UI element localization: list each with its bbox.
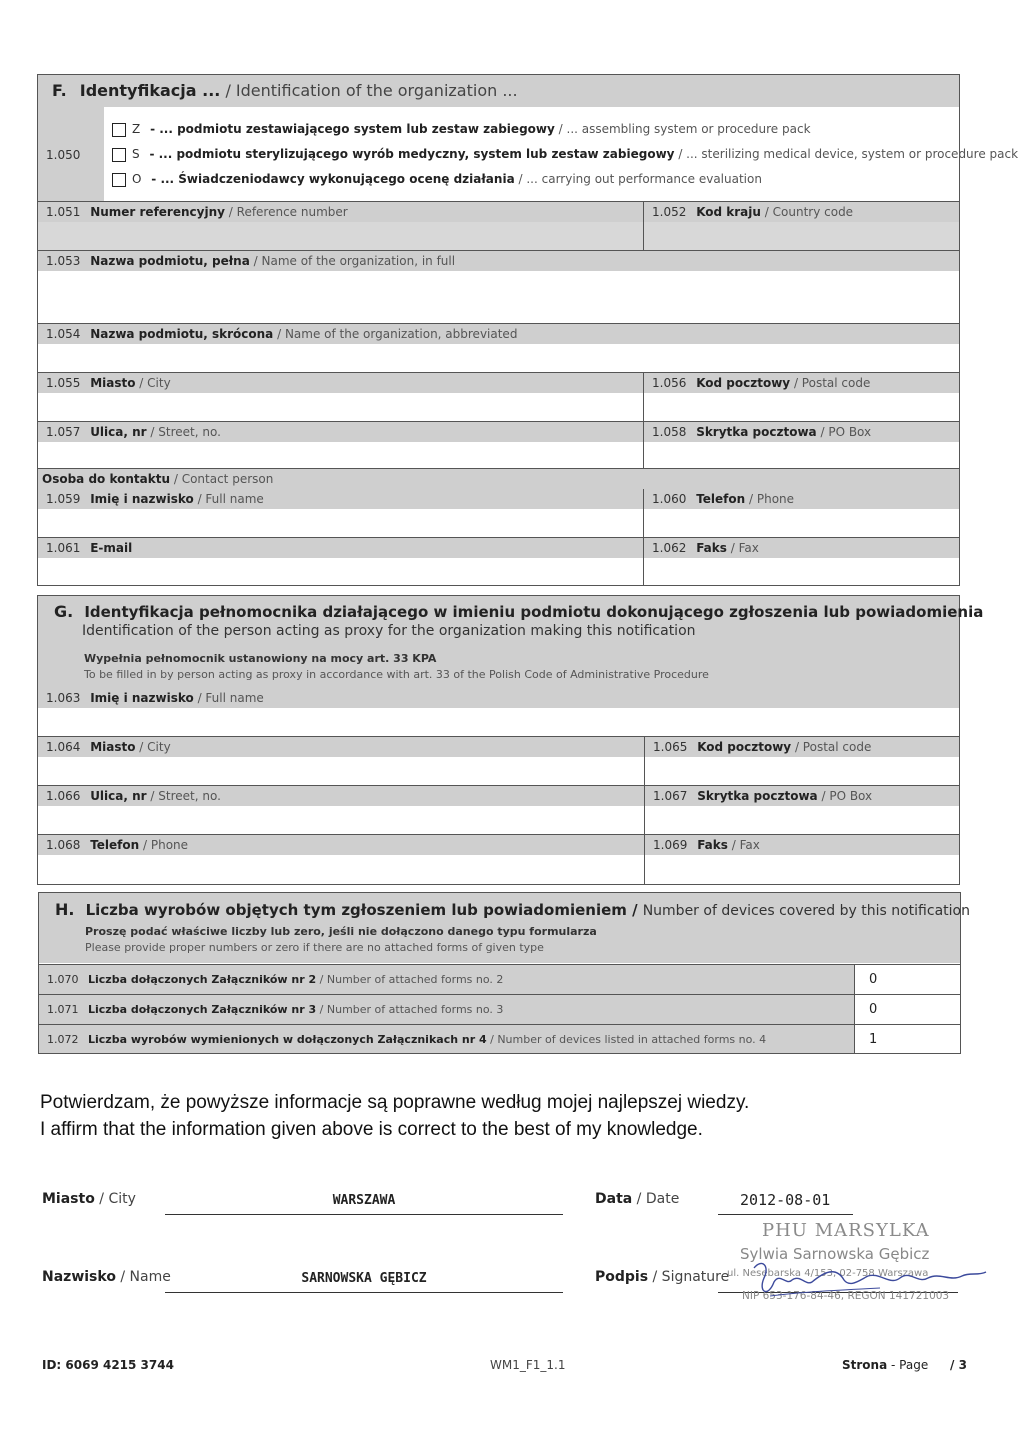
field-1054-header: 1.054 Nazwa podmiotu, skrócona / Name of the organization, abbreviated	[38, 324, 959, 344]
city-underline	[165, 1214, 563, 1215]
field-1054-input[interactable]	[38, 344, 959, 372]
field-1053-header: 1.053 Nazwa podmiotu, pełna / Name of the organization, in full	[38, 251, 959, 271]
document-id: ID: 6069 4215 3744	[42, 1358, 174, 1372]
option-z[interactable]: Z - ... podmiotu zestawiającego system lub zestaw zabiegowy / ... assembling system or procedure pack	[112, 122, 811, 137]
section-f-title-en: / Identification of the organization ...	[225, 81, 518, 100]
date-value[interactable]: 2012-08-01	[740, 1191, 831, 1209]
field-1055-num: 1.055	[46, 376, 81, 390]
field-1058-num: 1.058	[652, 425, 687, 439]
field-1061-input[interactable]	[38, 558, 643, 585]
field-1050-options	[104, 107, 1019, 201]
field-1068-label: Telefon	[90, 838, 140, 852]
field-1069-label: Faks	[697, 838, 728, 852]
field-1055-input[interactable]	[38, 393, 643, 421]
field-1057-header: 1.057 Ulica, nr / Street, no.	[38, 422, 643, 442]
field-1063-header: 1.063 Imię i nazwisko / Full name	[38, 688, 959, 708]
divider	[643, 489, 644, 537]
field-1059-label: Imię i nazwisko	[90, 492, 194, 506]
field-1057-num: 1.057	[46, 425, 81, 439]
field-1059-input[interactable]	[38, 509, 643, 537]
divider	[643, 538, 644, 585]
section-f-title-pl: Identyfikacja ...	[79, 81, 221, 100]
field-1070-value[interactable]: 0	[869, 972, 878, 987]
field-1054-label: Nazwa podmiotu, skrócona	[90, 327, 274, 341]
option-s[interactable]: S - ... podmiotu sterylizującego wyrób medyczny, system lub zestaw zabiegowy / ... sterilizing medical device, system or procedure pack	[112, 147, 1018, 162]
table-row: 1.071 Liczba dołączonych Załączników nr 3 / Number of attached forms no. 3	[39, 995, 854, 1024]
section-h-title-pl: Liczba wyrobów objętych tym zgłoszeniem lub powiadomieniem /	[85, 901, 638, 919]
section-h-note-en: Please provide proper numbers or zero if there are no attached forms of given type	[85, 941, 544, 954]
field-1071-value[interactable]: 0	[869, 1002, 878, 1017]
company-stamp-line4: NIP 653-176-84-46, REGON 141721003	[742, 1290, 950, 1302]
field-1052-header: 1.052 Kod kraju / Country code	[644, 202, 959, 222]
date-underline	[718, 1214, 853, 1215]
field-1055-label: Miasto	[90, 376, 136, 390]
name-value[interactable]: SARNOWSKA GĘBICZ	[301, 1271, 427, 1286]
field-1065-input[interactable]	[645, 757, 959, 785]
field-1060-input[interactable]	[644, 509, 959, 537]
affirm-pl: Potwierdzam, że powyższe informacje są poprawne według mojej najlepszej wiedzy.	[40, 1092, 750, 1113]
field-1058-input[interactable]	[644, 442, 959, 468]
section-g-note-pl: Wypełnia pełnomocnik ustanowiony na mocy art. 33 KPA	[84, 652, 437, 665]
field-1063-label: Imię i nazwisko	[90, 691, 194, 705]
field-1061-label: E-mail	[90, 541, 133, 555]
field-1058-label: Skrytka pocztowa	[696, 425, 817, 439]
field-1064-input[interactable]	[38, 757, 644, 785]
field-1060-header: 1.060 Telefon / Phone	[644, 489, 959, 509]
divider	[854, 965, 855, 1053]
section-f-letter: F.	[52, 81, 67, 100]
company-stamp-line3: ul. Nesebarska 4/153, 02-758 Warszawa	[727, 1268, 929, 1279]
section-f-header	[38, 75, 959, 107]
checkbox-o[interactable]	[112, 173, 126, 187]
section-g-letter: G.	[54, 602, 74, 621]
table-row: 1.070 Liczba dołączonych Załączników nr 2 / Number of attached forms no. 2	[39, 965, 854, 994]
field-1050-num: 1.050	[46, 148, 81, 162]
section-h-letter: H.	[55, 900, 75, 919]
field-1053-label: Nazwa podmiotu, pełna	[90, 254, 250, 268]
checkbox-z[interactable]	[112, 123, 126, 137]
contact-person-label: Osoba do kontaktu	[42, 472, 171, 486]
field-1056-input[interactable]	[644, 393, 959, 421]
field-1065-header: 1.065 Kod pocztowy / Postal code	[645, 737, 959, 757]
field-1061-header	[38, 538, 643, 558]
divider	[643, 373, 644, 421]
field-1050-num-cell	[38, 107, 104, 201]
field-1051-header: 1.051 Numer referencyjny / Reference number	[38, 202, 643, 222]
field-1053-input[interactable]	[38, 271, 959, 323]
company-stamp-line1: PHU MARSYLKA	[762, 1220, 930, 1241]
contact-person-header: Osoba do kontaktu / Contact person	[38, 469, 959, 489]
field-1067-header: 1.067 Skrytka pocztowa / PO Box	[645, 786, 959, 806]
field-1063-input[interactable]	[38, 708, 959, 736]
field-1056-label: Kod pocztowy	[696, 376, 791, 390]
field-1062-input[interactable]	[644, 558, 959, 585]
field-1066-num: 1.066	[46, 789, 81, 803]
field-1054-num: 1.054	[46, 327, 81, 341]
city-label: Miasto / City	[42, 1191, 136, 1207]
field-1057-label: Ulica, nr	[90, 425, 147, 439]
field-1052-num: 1.052	[652, 205, 687, 219]
field-1069-header: 1.069 Faks / Fax	[645, 835, 959, 855]
company-stamp-line2: Sylwia Sarnowska Gębicz	[740, 1245, 930, 1263]
field-1064-num: 1.064	[46, 740, 81, 754]
field-1064-label: Miasto	[90, 740, 136, 754]
field-1066-input[interactable]	[38, 806, 644, 834]
field-1063-num: 1.063	[46, 691, 81, 705]
divider	[643, 422, 644, 468]
checkbox-s[interactable]	[112, 148, 126, 162]
section-g-title-pl: Identyfikacja pełnomocnika działającego w imieniu podmiotu dokonującego zgłoszenia lub powiadomienia	[84, 603, 984, 621]
field-1057-input[interactable]	[38, 442, 643, 468]
field-1066-label: Ulica, nr	[90, 789, 147, 803]
field-1056-num: 1.056	[652, 376, 687, 390]
name-underline	[165, 1292, 563, 1293]
section-h-note-pl: Proszę podać właściwe liczby lub zero, jeśli nie dołączono danego typu formularza	[85, 925, 597, 938]
field-1052-label: Kod kraju	[696, 205, 761, 219]
field-1060-num: 1.060	[652, 492, 687, 506]
page-indicator: Strona - Page / 3	[842, 1358, 967, 1372]
field-1051-num: 1.051	[46, 205, 81, 219]
field-1068-header: 1.068 Telefon / Phone	[38, 835, 644, 855]
table-row: 1.072 Liczba wyrobów wymienionych w dołączonych Załącznikach nr 4 / Number of devices listed in attached forms no. 4	[39, 1025, 854, 1053]
field-1066-header: 1.066 Ulica, nr / Street, no.	[38, 786, 644, 806]
handwritten-signature	[740, 1252, 990, 1312]
field-1053-num: 1.053	[46, 254, 81, 268]
field-1058-header: 1.058 Skrytka pocztowa / PO Box	[644, 422, 959, 442]
city-value[interactable]: WARSZAWA	[332, 1193, 396, 1208]
field-1067-num: 1.067	[653, 789, 688, 803]
field-1062-label: Faks	[696, 541, 727, 555]
section-g-title-en: Identification of the person acting as proxy for the organization making this notification	[82, 623, 696, 639]
field-1069-input[interactable]	[645, 855, 959, 884]
field-1067-label: Skrytka pocztowa	[697, 789, 818, 803]
field-1065-label: Kod pocztowy	[697, 740, 792, 754]
field-1062-header: 1.062 Faks / Fax	[644, 538, 959, 558]
divider	[644, 737, 645, 785]
field-1068-input[interactable]	[38, 855, 644, 884]
field-1059-num: 1.059	[46, 492, 81, 506]
section-g-note-en: To be filled in by person acting as proxy in accordance with art. 33 of the Polish Code of Administrative Procedure	[84, 668, 709, 681]
field-1055-header: 1.055 Miasto / City	[38, 373, 643, 393]
field-1072-value[interactable]: 1	[869, 1032, 878, 1047]
field-1059-header: 1.059 Imię i nazwisko / Full name	[38, 489, 643, 509]
divider	[644, 786, 645, 834]
name-label: Nazwisko / Name	[42, 1269, 171, 1285]
field-1069-num: 1.069	[653, 838, 688, 852]
field-1060-label: Telefon	[696, 492, 746, 506]
divider	[643, 202, 644, 250]
field-1065-num: 1.065	[653, 740, 688, 754]
field-1064-header: 1.064 Miasto / City	[38, 737, 644, 757]
field-1051-label: Numer referencyjny	[90, 205, 225, 219]
affirm-en: I affirm that the information given above is correct to the best of my knowledge.	[40, 1119, 703, 1140]
field-1061-num: 1.061	[46, 541, 81, 555]
field-1067-input[interactable]	[645, 806, 959, 834]
field-1051-input[interactable]	[38, 222, 643, 250]
field-1062-num: 1.062	[652, 541, 687, 555]
section-g-header	[38, 596, 984, 688]
section-h-title-en: Number of devices covered by this notification	[642, 903, 970, 919]
divider	[644, 835, 645, 884]
option-o[interactable]: O - ... Świadczeniodawcy wykonującego ocenę działania / ... carrying out performance evaluation	[112, 172, 762, 187]
signature-label: Podpis / Signature	[595, 1269, 730, 1285]
form-code: WM1_F1_1.1	[490, 1358, 566, 1372]
field-1068-num: 1.068	[46, 838, 81, 852]
field-1056-header: 1.056 Kod pocztowy / Postal code	[644, 373, 959, 393]
date-label: Data / Date	[595, 1191, 680, 1207]
section-h-header	[39, 893, 970, 963]
field-1052-input[interactable]	[644, 222, 959, 250]
